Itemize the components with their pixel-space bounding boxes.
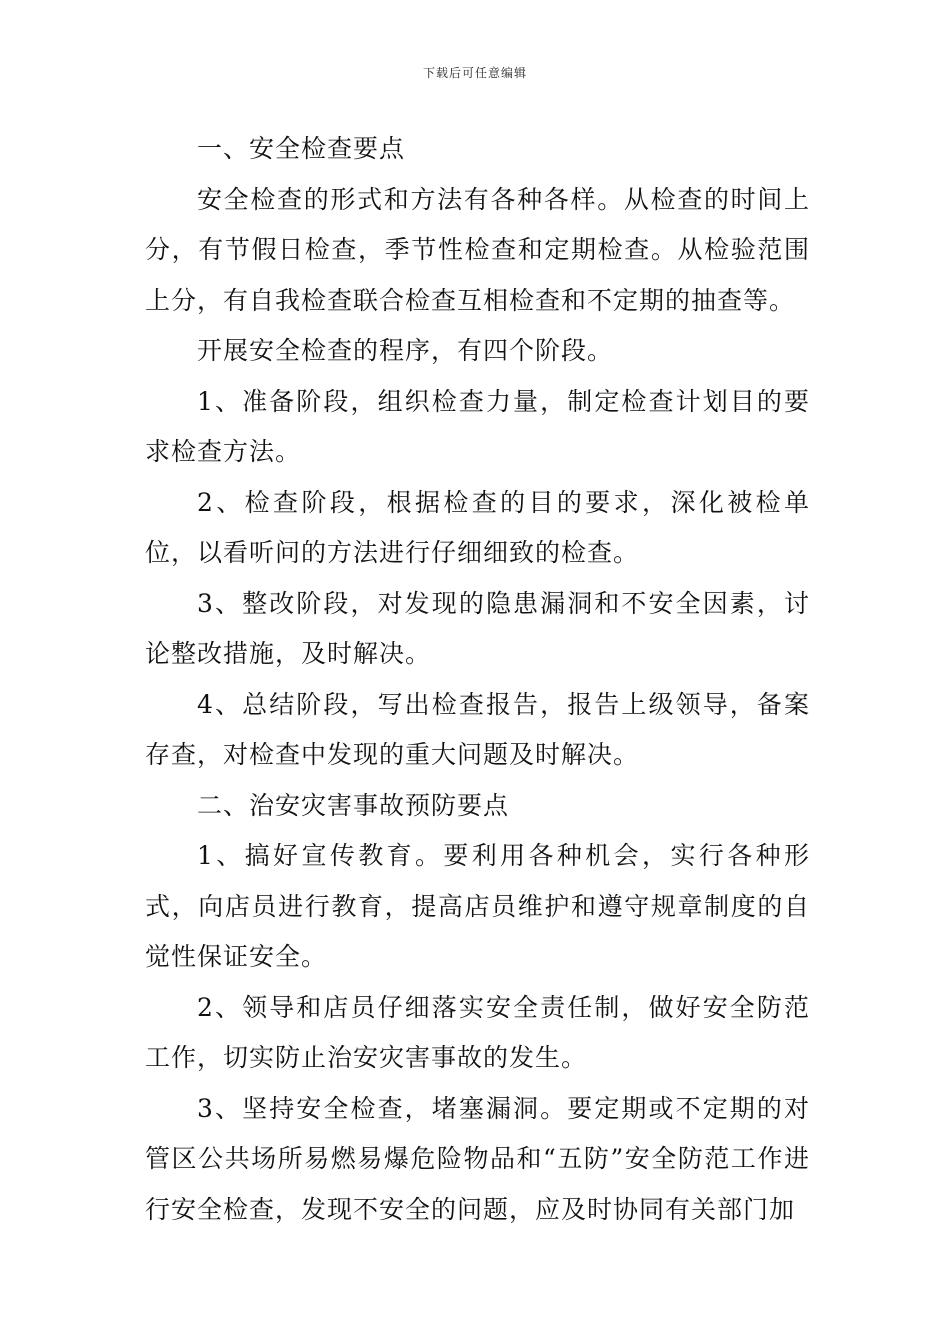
list-item-preparation-stage: 1、准备阶段，组织检查力量，制定检查计划目的要求检查方法。 (145, 386, 810, 466)
list-item-responsibility: 2、领导和店员仔细落实安全责任制，做好安全防范工作，切实防止治安灾害事故的发生。 (145, 992, 810, 1072)
page-header-note: 下载后可任意编辑 (422, 66, 527, 80)
section-heading-safety-inspection: 一、安全检查要点 (197, 134, 406, 163)
list-item-inspection-stage: 2、检查阶段，根据检查的目的要求，深化被检单位，以看听问的方法进行仔细细致的检查。 (145, 487, 810, 567)
list-item-education: 1、搞好宣传教育。要利用各种机会，实行各种形式，向店员进行教育，提高店员维护和遵守规章制度的自觉性保证安全。 (145, 841, 810, 971)
list-item-summary-stage: 4、总结阶段，写出检查报告，报告上级领导，备案存查，对检查中发现的重大问题及时解决。 (145, 689, 810, 769)
document-body (145, 124, 810, 1235)
list-item-rectification-stage: 3、整改阶段，对发现的隐患漏洞和不安全因素，讨论整改措施，及时解决。 (145, 588, 810, 668)
section-heading-accident-prevention: 二、治安灾害事故预防要点 (197, 790, 510, 820)
list-item-regular-inspection: 3、坚持安全检查，堵塞漏洞。要定期或不定期的对管区公共场所易燃易爆危险物品和“五防”安全防范工作进行安全检查，发现不安全的问题，应及时协同有关部门加 (145, 1093, 810, 1224)
paragraph-inspection-forms: 安全检查的形式和方法有各种各样。从检查的时间上分，有节假日检查，季节性检查和定期检查。从检验范围上分，有自我检查联合检查互相检查和不定期的抽查等。 (145, 184, 810, 315)
paragraph-inspection-procedure: 开展安全检查的程序，有四个阶段。 (197, 336, 614, 365)
